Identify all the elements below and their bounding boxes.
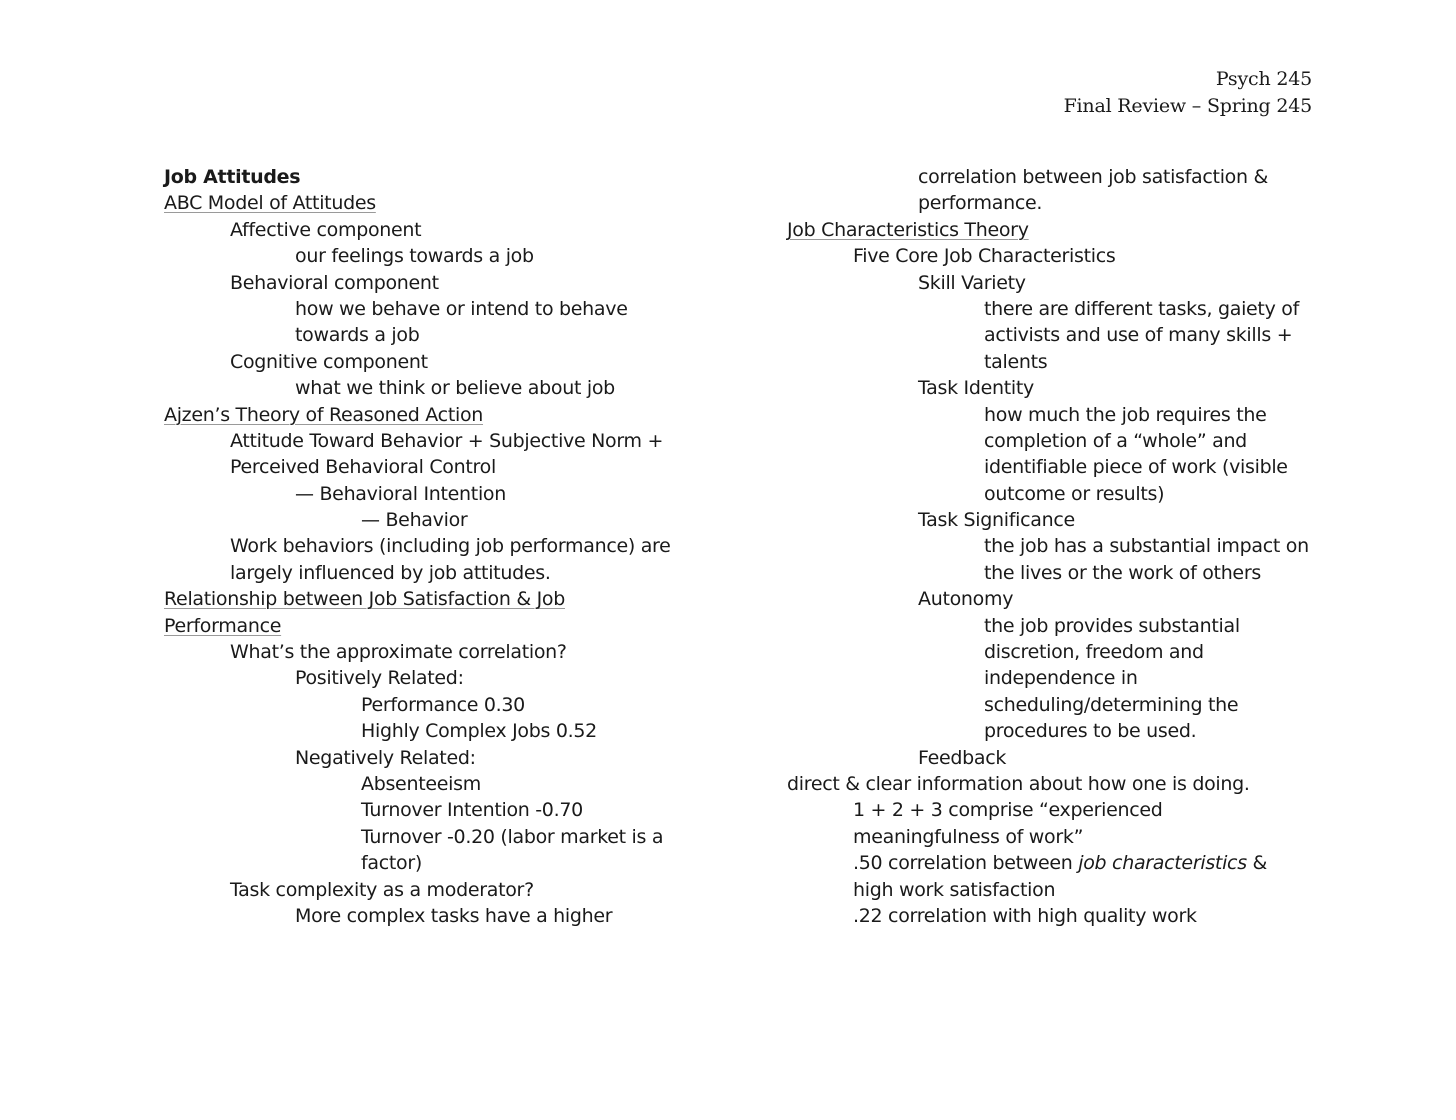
line-text: Autonomy bbox=[918, 588, 1014, 611]
line-text: Negatively Related: bbox=[295, 746, 476, 769]
line-text: outcome or results) bbox=[984, 482, 1165, 505]
line-text: correlation between job satisfaction & bbox=[918, 166, 1268, 188]
outline-line bbox=[164, 296, 694, 322]
line-text: the lives or the work of others bbox=[984, 561, 1261, 584]
outline-line bbox=[787, 454, 1347, 480]
line-text: factor) bbox=[361, 852, 422, 875]
outline-line bbox=[787, 586, 1347, 612]
outline-line bbox=[787, 296, 1347, 322]
line-text: Feedback bbox=[918, 746, 1007, 769]
line-text: Absenteeism bbox=[361, 772, 481, 795]
topic-heading: Relationship between Job Satisfaction & Job bbox=[164, 588, 565, 611]
outline-line bbox=[787, 243, 1347, 269]
outline-line bbox=[164, 428, 694, 454]
line-text-italic: job characteristics bbox=[1078, 852, 1247, 875]
line-text: scheduling/determining the bbox=[984, 693, 1239, 716]
line-text: Task Significance bbox=[918, 509, 1075, 532]
outline-line bbox=[164, 877, 694, 903]
line-text: Turnover Intention -0.70 bbox=[361, 799, 583, 822]
line-text: what we think or believe about job bbox=[295, 377, 615, 400]
outline-line bbox=[164, 533, 694, 559]
line-text: Highly Complex Jobs 0.52 bbox=[361, 720, 597, 743]
outline-line bbox=[164, 270, 694, 296]
outline-line bbox=[787, 639, 1347, 665]
line-text: 1 + 2 + 3 comprise “experienced bbox=[853, 799, 1163, 822]
outline-line bbox=[164, 217, 694, 243]
course-title: Psych 245 bbox=[1215, 68, 1312, 90]
outline-line bbox=[164, 639, 694, 665]
outline-line bbox=[787, 797, 1347, 823]
topic-heading: ABC Model of Attitudes bbox=[164, 192, 376, 215]
line-text: direct & clear information about how one is doing. bbox=[787, 772, 1250, 795]
outline-line bbox=[787, 718, 1347, 744]
line-text: talents bbox=[984, 350, 1048, 373]
outline-line bbox=[164, 560, 694, 586]
line-text bbox=[853, 852, 1267, 874]
outline-line bbox=[164, 164, 694, 190]
line-text: identifiable piece of work (visible bbox=[984, 456, 1288, 479]
outline-line bbox=[787, 771, 1347, 797]
line-text: Work behaviors (including job performance) are bbox=[230, 535, 671, 558]
outline-line bbox=[787, 402, 1347, 428]
outline-line bbox=[787, 745, 1347, 771]
line-text: largely influenced by job attitudes. bbox=[230, 561, 551, 584]
outline-line bbox=[164, 243, 694, 269]
section-heading: Job Attitudes bbox=[164, 166, 301, 188]
outline-line bbox=[787, 692, 1347, 718]
outline-line bbox=[164, 745, 694, 771]
outline-line bbox=[164, 481, 694, 507]
outline-line bbox=[164, 586, 694, 612]
line-text: towards a job bbox=[295, 324, 420, 347]
line-text: how much the job requires the bbox=[984, 403, 1267, 426]
left-column bbox=[164, 164, 694, 929]
outline-line bbox=[787, 375, 1347, 401]
line-text: Task Identity bbox=[918, 377, 1034, 400]
outline-line bbox=[787, 217, 1347, 243]
outline-line bbox=[164, 771, 694, 797]
line-text: Skill Variety bbox=[918, 271, 1026, 294]
outline-line bbox=[787, 665, 1347, 691]
outline-line bbox=[787, 270, 1347, 296]
line-text: the job has a substantial impact on bbox=[984, 535, 1309, 558]
line-text: completion of a “whole” and bbox=[984, 429, 1247, 452]
outline-line bbox=[164, 692, 694, 718]
outline-line bbox=[787, 533, 1347, 559]
line-text: Perceived Behavioral Control bbox=[230, 456, 496, 479]
line-text: the job provides substantial bbox=[984, 614, 1240, 637]
outline-line bbox=[164, 797, 694, 823]
outline-line bbox=[164, 850, 694, 876]
document-subtitle: Final Review – Spring 245 bbox=[1063, 95, 1312, 117]
line-text: there are different tasks, gaiety of bbox=[984, 297, 1299, 320]
outline-line bbox=[787, 850, 1347, 876]
topic-heading: Job Characteristics Theory bbox=[787, 218, 1029, 241]
line-text: Affective component bbox=[230, 218, 422, 241]
line-text: Cognitive component bbox=[230, 350, 428, 373]
line-text: What’s the approximate correlation? bbox=[230, 641, 567, 664]
outline-line bbox=[164, 718, 694, 744]
line-text: .22 correlation with high quality work bbox=[853, 904, 1197, 927]
line-text: Turnover -0.20 (labor market is a bbox=[361, 825, 664, 848]
outline-line bbox=[787, 428, 1347, 454]
outline-line bbox=[164, 665, 694, 691]
right-column bbox=[787, 164, 1347, 929]
line-text-part: .50 correlation between bbox=[853, 852, 1079, 875]
line-text: procedures to be used. bbox=[984, 720, 1197, 743]
outline-line bbox=[787, 877, 1347, 903]
outline-line bbox=[787, 903, 1347, 929]
line-text: Positively Related: bbox=[295, 667, 464, 690]
outline-line bbox=[787, 349, 1347, 375]
line-text: performance. bbox=[918, 192, 1043, 215]
outline-line bbox=[787, 190, 1347, 216]
outline-line bbox=[164, 454, 694, 480]
outline-line bbox=[787, 481, 1347, 507]
line-text: Behavioral component bbox=[230, 271, 439, 294]
line-text: discretion, freedom and bbox=[984, 641, 1204, 664]
outline-line bbox=[164, 903, 694, 929]
topic-heading: Performance bbox=[164, 614, 282, 637]
outline-line bbox=[164, 322, 694, 348]
line-text: Performance 0.30 bbox=[361, 693, 525, 716]
outline-line bbox=[164, 349, 694, 375]
line-text: More complex tasks have a higher bbox=[295, 904, 613, 927]
outline-line bbox=[164, 375, 694, 401]
line-text: — Behavior bbox=[361, 509, 468, 532]
line-text: our feelings towards a job bbox=[295, 245, 534, 268]
line-text: independence in bbox=[984, 667, 1138, 690]
line-text: how we behave or intend to behave bbox=[295, 297, 628, 320]
outline-line bbox=[787, 824, 1347, 850]
line-text: high work satisfaction bbox=[853, 878, 1056, 901]
line-text: Five Core Job Characteristics bbox=[853, 245, 1116, 268]
outline-line bbox=[164, 190, 694, 216]
line-text: activists and use of many skills + bbox=[984, 324, 1293, 347]
line-text-part: & bbox=[1246, 852, 1268, 875]
outline-line bbox=[787, 560, 1347, 586]
line-text: — Behavioral Intention bbox=[295, 482, 506, 505]
topic-heading: Ajzen’s Theory of Reasoned Action bbox=[164, 403, 484, 426]
outline-line bbox=[164, 402, 694, 428]
page-header bbox=[1064, 66, 1312, 120]
line-text: Task complexity as a moderator? bbox=[230, 878, 534, 901]
outline-line bbox=[787, 322, 1347, 348]
outline-line bbox=[787, 507, 1347, 533]
outline-line bbox=[787, 613, 1347, 639]
line-text: meaningfulness of work” bbox=[853, 825, 1084, 848]
outline-line bbox=[164, 824, 694, 850]
outline-line bbox=[164, 613, 694, 639]
line-text: Attitude Toward Behavior + Subjective Norm + bbox=[230, 429, 664, 452]
outline-line bbox=[787, 164, 1347, 190]
outline-line bbox=[164, 507, 694, 533]
